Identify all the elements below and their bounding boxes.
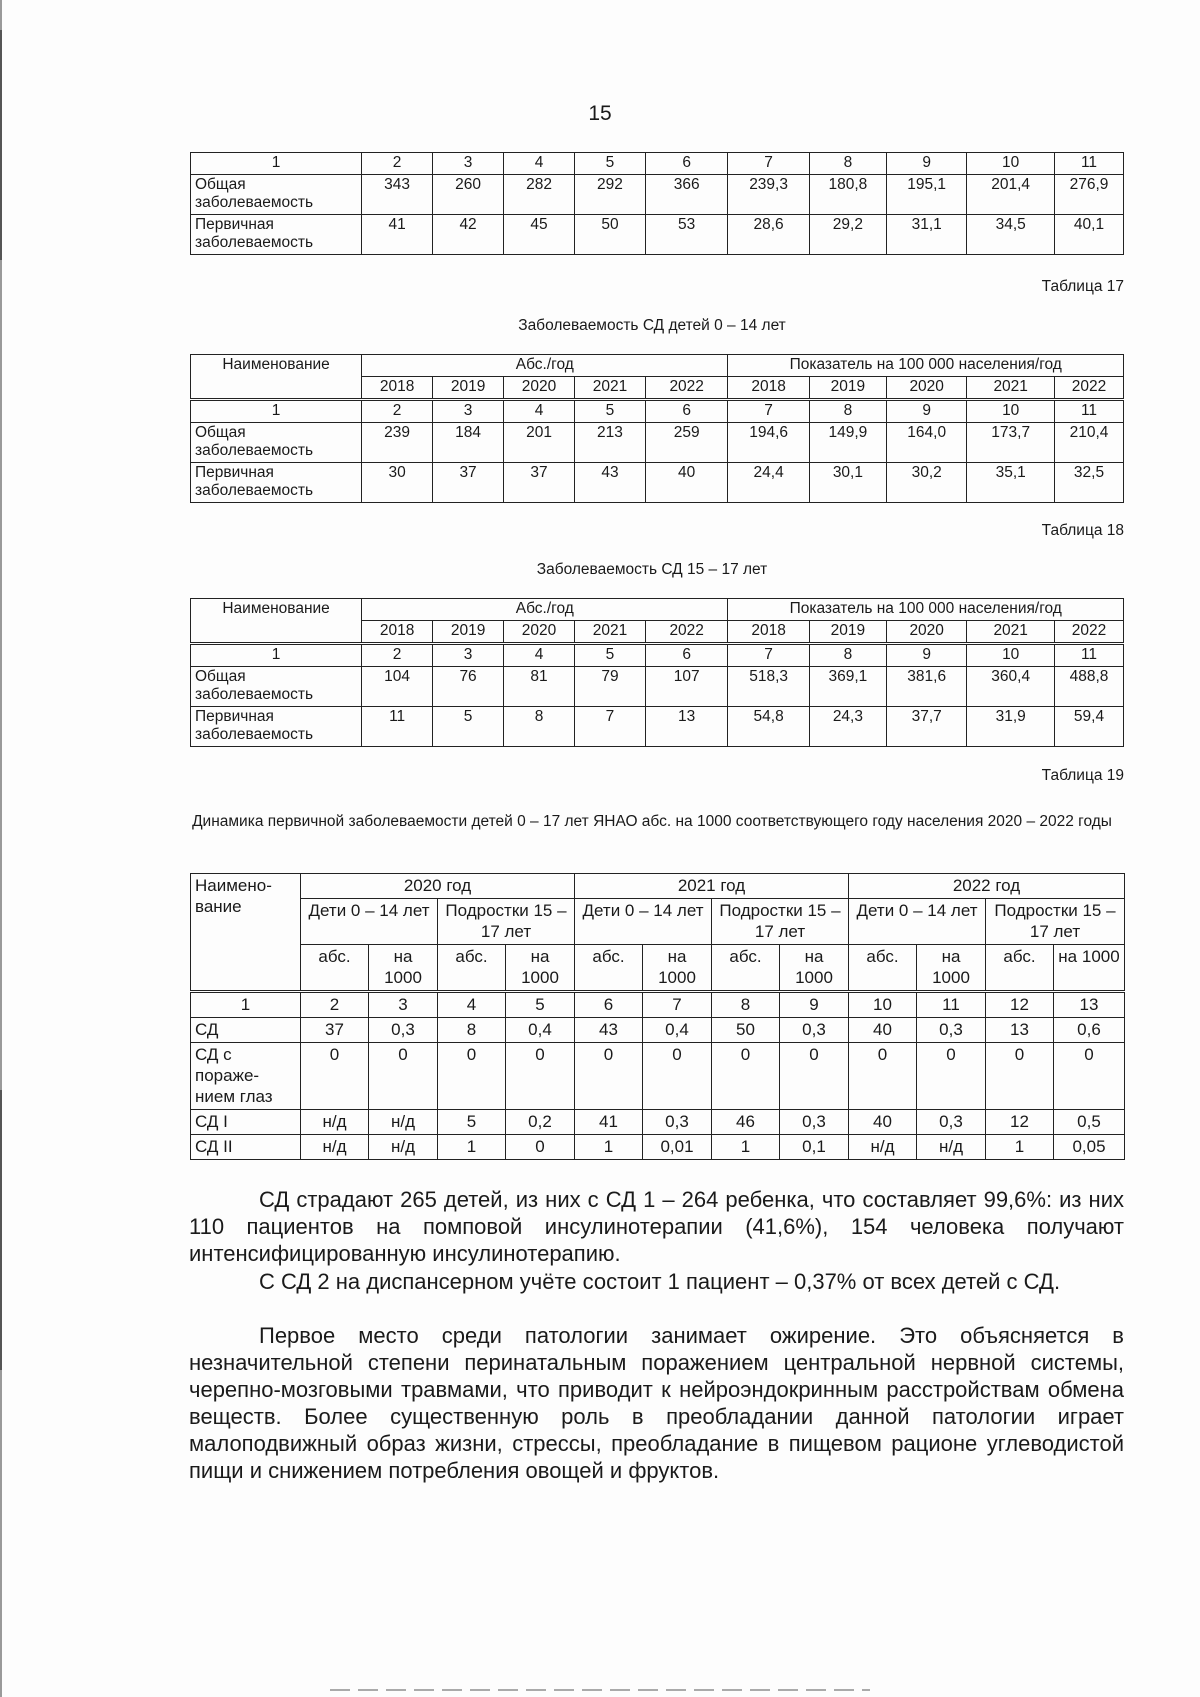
table-18-label: Таблица 18 — [1041, 522, 1124, 539]
data-cell: 0,3 — [917, 1110, 986, 1135]
data-cell: 259 — [645, 423, 727, 463]
column-number: 10 — [967, 644, 1055, 667]
table-row — [191, 175, 1124, 215]
header-year: 2022 — [1055, 621, 1124, 644]
row-label: Общая заболеваемость — [191, 423, 362, 463]
data-cell: 1 — [575, 1135, 643, 1160]
column-number: 11 — [917, 992, 986, 1018]
data-cell: 30,2 — [887, 463, 967, 503]
data-cell: 8 — [504, 707, 575, 747]
column-number: 4 — [438, 992, 506, 1018]
data-cell: 0,05 — [1054, 1135, 1125, 1160]
data-cell: 292 — [575, 175, 646, 215]
data-cell: 0 — [780, 1043, 849, 1110]
header-year: 2018 — [728, 621, 809, 644]
header-group: Дети 0 – 14 лет — [301, 899, 438, 945]
data-cell: 24,4 — [728, 463, 809, 503]
row-label: Общая заболеваемость — [191, 175, 362, 215]
column-number: 4 — [504, 153, 575, 175]
header-row — [191, 355, 1124, 377]
column-number: 13 — [1054, 992, 1125, 1018]
paragraph-1 — [189, 1186, 1124, 1267]
data-cell: 37 — [504, 463, 575, 503]
column-number: 2 — [362, 644, 433, 667]
column-number: 6 — [575, 992, 643, 1018]
data-cell: 282 — [504, 175, 575, 215]
data-cell: 79 — [575, 667, 646, 707]
column-number: 10 — [967, 400, 1055, 423]
row-label: СД I — [191, 1110, 301, 1135]
data-cell: 107 — [645, 667, 727, 707]
data-cell: 239,3 — [728, 175, 809, 215]
header-name: Наименование — [191, 355, 362, 400]
paragraph-1-text: СД страдают 265 детей, из них с СД 1 – 264 ребенка, что составляет 99,6%: из них 110 пациентов на помповой инсулинотерапии (41,6%), 154 человека получают интенсифицированную инсулинотерапию. — [189, 1187, 1124, 1266]
data-cell: 195,1 — [887, 175, 967, 215]
data-cell: 0 — [986, 1043, 1054, 1110]
data-cell: 1 — [986, 1135, 1054, 1160]
data-cell: 1 — [712, 1135, 780, 1160]
column-number: 1 — [191, 644, 362, 667]
data-cell: 43 — [575, 1018, 643, 1043]
column-number: 3 — [433, 400, 504, 423]
data-cell: 13 — [986, 1018, 1054, 1043]
header-sub: абс. — [986, 945, 1054, 992]
data-cell: 1 — [438, 1135, 506, 1160]
data-cell: 488,8 — [1055, 667, 1124, 707]
table-18 — [190, 598, 1124, 747]
page-number: 15 — [588, 102, 612, 125]
header-row — [191, 874, 1125, 899]
data-cell: 35,1 — [967, 463, 1055, 503]
header-sub: на 1000 — [1054, 945, 1125, 992]
header-group: Подростки 15 – 17 лет — [986, 899, 1125, 945]
column-number-row — [191, 400, 1124, 423]
table-19-label: Таблица 19 — [1041, 767, 1124, 784]
data-cell: 184 — [433, 423, 504, 463]
column-number: 8 — [809, 400, 886, 423]
scan-footer-artifact — [330, 1689, 870, 1691]
column-number: 4 — [504, 644, 575, 667]
data-cell: 0 — [438, 1043, 506, 1110]
column-number: 11 — [1055, 153, 1124, 175]
column-number: 10 — [967, 153, 1055, 175]
header-year: 2018 — [362, 377, 433, 400]
data-cell: 5 — [438, 1110, 506, 1135]
header-groups-row — [191, 899, 1125, 945]
data-cell: 46 — [712, 1110, 780, 1135]
data-cell: 0,4 — [506, 1018, 575, 1043]
data-cell: 104 — [362, 667, 433, 707]
data-cell: 41 — [362, 215, 433, 255]
data-cell: 0 — [712, 1043, 780, 1110]
column-number-row — [191, 644, 1124, 667]
column-number: 3 — [369, 992, 438, 1018]
data-cell: 201,4 — [967, 175, 1055, 215]
data-cell: 40 — [645, 463, 727, 503]
data-cell: 41 — [575, 1110, 643, 1135]
data-cell: 7 — [575, 707, 646, 747]
header-year: 2020 — [504, 377, 575, 400]
data-cell: н/д — [369, 1135, 438, 1160]
paragraph-3 — [189, 1322, 1124, 1484]
data-cell: 213 — [575, 423, 646, 463]
row-label: СД с пораже-нием глаз — [191, 1043, 301, 1110]
header-rate: Показатель на 100 000 населения/год — [728, 355, 1124, 377]
data-cell: 0 — [917, 1043, 986, 1110]
data-cell: 0,4 — [643, 1018, 712, 1043]
data-cell: 0,2 — [506, 1110, 575, 1135]
data-cell: 37 — [301, 1018, 369, 1043]
header-year: 2020 год — [301, 874, 575, 899]
header-sub: абс. — [438, 945, 506, 992]
table-19-title: Динамика первичной заболеваемости детей 0 – 17 лет ЯНАО абс. на 1000 соответствующего году населения 2020 – 2022 годы — [192, 813, 1112, 830]
column-number: 5 — [575, 644, 646, 667]
data-cell: 173,7 — [967, 423, 1055, 463]
data-cell: 34,5 — [967, 215, 1055, 255]
column-number: 9 — [780, 992, 849, 1018]
data-cell: 29,2 — [809, 215, 886, 255]
data-cell: 53 — [645, 215, 727, 255]
table-row — [191, 667, 1124, 707]
row-label: СД II — [191, 1135, 301, 1160]
header-abs: Абс./год — [362, 599, 728, 621]
header-year: 2020 — [504, 621, 575, 644]
column-number: 5 — [506, 992, 575, 1018]
data-cell: 31,1 — [887, 215, 967, 255]
data-cell: 0,5 — [1054, 1110, 1125, 1135]
column-number-row — [191, 153, 1124, 175]
column-number: 5 — [575, 400, 646, 423]
header-sub-row — [191, 945, 1125, 992]
data-cell: 239 — [362, 423, 433, 463]
data-cell: 37,7 — [887, 707, 967, 747]
column-number: 3 — [433, 153, 504, 175]
header-sub: на 1000 — [506, 945, 575, 992]
header-row — [191, 599, 1124, 621]
data-cell: 37 — [433, 463, 504, 503]
data-cell: 0 — [849, 1043, 917, 1110]
column-number: 7 — [728, 644, 809, 667]
table-row — [191, 1135, 1125, 1160]
header-year: 2021 — [575, 621, 646, 644]
data-cell: 518,3 — [728, 667, 809, 707]
data-cell: 366 — [645, 175, 727, 215]
paragraph-2-text: С СД 2 на диспансерном учёте состоит 1 пациент – 0,37% от всех детей с СД. — [259, 1269, 1061, 1294]
data-cell: 0 — [643, 1043, 712, 1110]
header-sub: на 1000 — [917, 945, 986, 992]
data-cell: 50 — [712, 1018, 780, 1043]
column-number: 9 — [887, 644, 967, 667]
column-number: 1 — [191, 153, 362, 175]
data-cell: 0,3 — [369, 1018, 438, 1043]
header-year: 2022 — [1055, 377, 1124, 400]
header-year: 2021 — [967, 377, 1055, 400]
data-cell: 0 — [506, 1135, 575, 1160]
header-group: Дети 0 – 14 лет — [575, 899, 712, 945]
header-sub: на 1000 — [369, 945, 438, 992]
table-19 — [190, 873, 1125, 1160]
scan-edge-mark — [0, 30, 2, 260]
header-sub: на 1000 — [643, 945, 712, 992]
data-cell: 40 — [849, 1018, 917, 1043]
row-label: Первичная заболеваемость — [191, 463, 362, 503]
data-cell: 30,1 — [809, 463, 886, 503]
data-cell: 50 — [575, 215, 646, 255]
column-number-row — [191, 992, 1125, 1018]
table-17 — [190, 354, 1124, 503]
column-number: 7 — [728, 153, 809, 175]
data-cell: 0 — [369, 1043, 438, 1110]
header-year: 2018 — [728, 377, 809, 400]
table-17-title: Заболеваемость СД детей 0 – 14 лет — [518, 317, 786, 334]
column-number: 2 — [301, 992, 369, 1018]
column-number: 8 — [712, 992, 780, 1018]
data-cell: 369,1 — [809, 667, 886, 707]
column-number: 7 — [643, 992, 712, 1018]
column-number: 2 — [362, 400, 433, 423]
header-sub: абс. — [301, 945, 369, 992]
column-number: 6 — [645, 644, 727, 667]
data-cell: н/д — [301, 1135, 369, 1160]
table-17-label: Таблица 17 — [1041, 278, 1124, 295]
table-continued — [190, 152, 1124, 255]
header-group: Подростки 15 – 17 лет — [712, 899, 849, 945]
column-number: 5 — [575, 153, 646, 175]
data-cell: 260 — [433, 175, 504, 215]
data-cell: н/д — [301, 1110, 369, 1135]
column-number: 11 — [1055, 644, 1124, 667]
data-cell: 45 — [504, 215, 575, 255]
data-cell: 0,01 — [643, 1135, 712, 1160]
data-cell: 0,3 — [780, 1018, 849, 1043]
column-number: 3 — [433, 644, 504, 667]
header-name: Наименование — [191, 599, 362, 644]
data-cell: 149,9 — [809, 423, 886, 463]
data-cell: 210,4 — [1055, 423, 1124, 463]
data-cell: 40 — [849, 1110, 917, 1135]
column-number: 9 — [887, 400, 967, 423]
data-cell: 59,4 — [1055, 707, 1124, 747]
data-cell: 13 — [645, 707, 727, 747]
header-year: 2019 — [433, 377, 504, 400]
header-group: Дети 0 – 14 лет — [849, 899, 986, 945]
data-cell: 164,0 — [887, 423, 967, 463]
data-cell: н/д — [849, 1135, 917, 1160]
column-number: 6 — [645, 400, 727, 423]
data-cell: 76 — [433, 667, 504, 707]
data-cell: 12 — [986, 1110, 1054, 1135]
header-year: 2022 — [645, 377, 727, 400]
header-sub: на 1000 — [780, 945, 849, 992]
table-row — [191, 215, 1124, 255]
header-abs: Абс./год — [362, 355, 728, 377]
header-year: 2021 год — [575, 874, 849, 899]
data-cell: 5 — [433, 707, 504, 747]
table-row — [191, 423, 1124, 463]
column-number: 9 — [887, 153, 967, 175]
column-number: 8 — [809, 153, 886, 175]
data-cell: 30 — [362, 463, 433, 503]
column-number: 1 — [191, 400, 362, 423]
data-cell: 42 — [433, 215, 504, 255]
data-cell: 0 — [301, 1043, 369, 1110]
paragraph-3-text: Первое место среди патологии занимает ожирение. Это объясняется в незначительной степени перинатальным поражением центральной нервной системы, черепно-мозговыми травмами, что приводит к нейроэндокринным расстройствам обмена веществ. Более существенную роль в преобладании данной патологии играет малоподвижный образ жизни, стрессы, преобладание в пищевом рационе углеводистой пищи и снижением потребления овощей и фруктов. — [189, 1323, 1124, 1483]
data-cell: 201 — [504, 423, 575, 463]
data-cell: 81 — [504, 667, 575, 707]
data-cell: 31,9 — [967, 707, 1055, 747]
data-cell: 28,6 — [728, 215, 809, 255]
data-cell: 343 — [362, 175, 433, 215]
column-number: 6 — [645, 153, 727, 175]
column-number: 10 — [849, 992, 917, 1018]
header-year: 2019 — [809, 377, 886, 400]
data-cell: 24,3 — [809, 707, 886, 747]
header-group: Подростки 15 – 17 лет — [438, 899, 575, 945]
data-cell: 0 — [1054, 1043, 1125, 1110]
table-row — [191, 1110, 1125, 1135]
table-row — [191, 463, 1124, 503]
data-cell: 54,8 — [728, 707, 809, 747]
data-cell: 0,3 — [917, 1018, 986, 1043]
row-label: Первичная заболеваемость — [191, 215, 362, 255]
header-rate: Показатель на 100 000 населения/год — [728, 599, 1124, 621]
column-number: 11 — [1055, 400, 1124, 423]
header-year: 2020 — [887, 377, 967, 400]
data-cell: 8 — [438, 1018, 506, 1043]
header-year: 2021 — [575, 377, 646, 400]
header-sub: абс. — [712, 945, 780, 992]
data-cell: 11 — [362, 707, 433, 747]
row-label: Первичная заболеваемость — [191, 707, 362, 747]
header-name: Наимено-вание — [191, 874, 301, 992]
table-row — [191, 707, 1124, 747]
data-cell: 194,6 — [728, 423, 809, 463]
header-sub: абс. — [575, 945, 643, 992]
row-label: СД — [191, 1018, 301, 1043]
header-sub: абс. — [849, 945, 917, 992]
data-cell: 40,1 — [1055, 215, 1124, 255]
column-number: 4 — [504, 400, 575, 423]
column-number: 2 — [362, 153, 433, 175]
header-year: 2019 — [433, 621, 504, 644]
data-cell: 0 — [506, 1043, 575, 1110]
paragraph-2 — [189, 1268, 1124, 1295]
header-year: 2021 — [967, 621, 1055, 644]
header-year: 2022 — [645, 621, 727, 644]
column-number: 8 — [809, 644, 886, 667]
data-cell: 0,3 — [643, 1110, 712, 1135]
data-cell: 360,4 — [967, 667, 1055, 707]
header-year: 2020 — [887, 621, 967, 644]
table-row — [191, 1018, 1125, 1043]
data-cell: 43 — [575, 463, 646, 503]
data-cell: 0 — [575, 1043, 643, 1110]
data-cell: 381,6 — [887, 667, 967, 707]
column-number: 7 — [728, 400, 809, 423]
data-cell: н/д — [917, 1135, 986, 1160]
scan-edge-mark — [0, 1090, 2, 1370]
data-cell: 0,1 — [780, 1135, 849, 1160]
header-year: 2019 — [809, 621, 886, 644]
data-cell: 180,8 — [809, 175, 886, 215]
column-number: 1 — [191, 992, 301, 1018]
table-18-title: Заболеваемость СД 15 – 17 лет — [536, 561, 768, 578]
header-year: 2022 год — [849, 874, 1125, 899]
table-row — [191, 1043, 1125, 1110]
data-cell: 276,9 — [1055, 175, 1124, 215]
column-number: 12 — [986, 992, 1054, 1018]
row-label: Общая заболеваемость — [191, 667, 362, 707]
header-year: 2018 — [362, 621, 433, 644]
data-cell: н/д — [369, 1110, 438, 1135]
data-cell: 32,5 — [1055, 463, 1124, 503]
data-cell: 0,3 — [780, 1110, 849, 1135]
data-cell: 0,6 — [1054, 1018, 1125, 1043]
